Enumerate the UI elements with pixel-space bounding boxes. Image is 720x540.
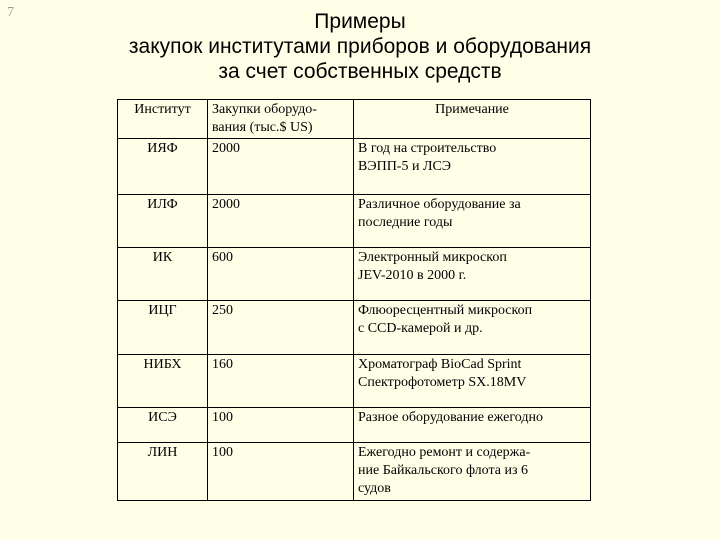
header-purchases — [208, 100, 354, 139]
note-line: В год на строительство — [358, 141, 497, 156]
cell-institute: ИЯФ — [118, 139, 208, 195]
cell-amount: 100 — [208, 408, 354, 443]
cell-note — [354, 195, 591, 248]
note-line: Разное оборудование ежегодно — [358, 410, 543, 425]
note-line: последние годы — [358, 215, 453, 230]
title-line-3: за счет собственных средств — [218, 60, 502, 83]
note-line: ВЭПП-5 и ЛСЭ — [358, 159, 452, 174]
table-header-row — [118, 100, 591, 139]
cell-amount: 2000 — [208, 195, 354, 248]
note-line: судов — [358, 481, 391, 496]
header-note: Примечание — [354, 100, 591, 139]
note-line: Электронный микроскоп — [358, 250, 507, 265]
header-purchases-line-1: Закупки оборудо- — [212, 102, 317, 117]
header-institute: Институт — [118, 100, 208, 139]
cell-amount: 2000 — [208, 139, 354, 195]
cell-amount: 600 — [208, 248, 354, 301]
cell-amount: 160 — [208, 355, 354, 408]
note-line: ние Байкальского флота из 6 — [358, 463, 528, 478]
note-line: Различное оборудование за — [358, 197, 521, 212]
table-row — [118, 355, 591, 408]
cell-institute: ИЦГ — [118, 301, 208, 355]
table-row — [118, 248, 591, 301]
note-line: Спектрофотометр SX.18MV — [358, 375, 527, 390]
cell-institute: ИСЭ — [118, 408, 208, 443]
cell-note — [354, 408, 591, 443]
note-line: с CCD-камерой и др. — [358, 321, 483, 336]
title-line-1: Примеры — [314, 10, 406, 33]
table-row — [118, 139, 591, 195]
page-title — [0, 9, 720, 84]
cell-note — [354, 301, 591, 355]
cell-note — [354, 355, 591, 408]
cell-note — [354, 248, 591, 301]
cell-note — [354, 443, 591, 501]
table-row — [118, 443, 591, 501]
cell-institute: НИБХ — [118, 355, 208, 408]
cell-institute: ИЛФ — [118, 195, 208, 248]
note-line: Хроматограф BioCad Sprint — [358, 357, 522, 372]
slide-number: 7 — [7, 5, 14, 20]
cell-institute: ЛИН — [118, 443, 208, 501]
purchases-table — [117, 99, 591, 501]
cell-note — [354, 139, 591, 195]
table-row — [118, 408, 591, 443]
title-line-2: закупок институтами приборов и оборудования — [128, 35, 592, 58]
cell-amount: 100 — [208, 443, 354, 501]
cell-institute: ИК — [118, 248, 208, 301]
table-row — [118, 195, 591, 248]
cell-amount: 250 — [208, 301, 354, 355]
note-line: Ежегодно ремонт и содержа- — [358, 445, 531, 460]
table-row — [118, 301, 591, 355]
note-line: JEV-2010 в 2000 г. — [358, 268, 467, 283]
header-purchases-line-2: вания (тыс.$ US) — [212, 120, 313, 135]
note-line: Флюоресцентный микроскоп — [358, 303, 533, 318]
